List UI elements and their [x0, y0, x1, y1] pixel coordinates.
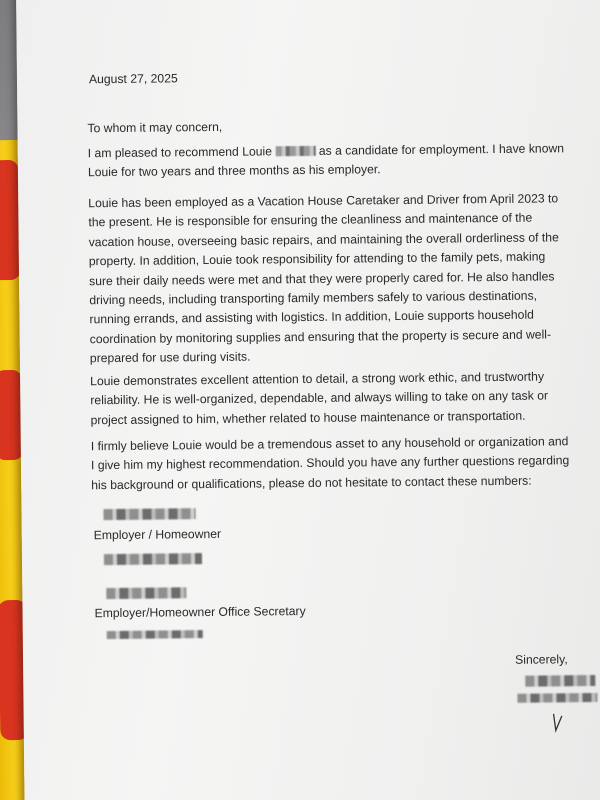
redacted-phone-number	[104, 553, 202, 565]
letter-paper	[16, 0, 600, 800]
intro-paragraph	[88, 139, 568, 183]
letter-date: August 27, 2025	[88, 71, 178, 87]
signature-mark	[552, 712, 564, 734]
contact-role-1: Employer / Homeowner	[93, 526, 222, 543]
redacted-surname	[275, 146, 315, 156]
intro-text-end: as a candidate for employment. I have known Louie for two years and three months as his employer.	[87, 141, 565, 180]
redacted-signatory-title	[517, 693, 597, 703]
contact-role-2: Employer/Homeowner Office Secretary	[94, 604, 306, 621]
redacted-contact-name	[106, 587, 186, 599]
redacted-phone-number	[107, 630, 203, 639]
qualities-paragraph: Louie demonstrates excellent attention to detail, a strong work ethic, and trustworthy reliability. He is well-organized, dependable, and always willing to take on any task or project assigned to him, whether related to house maintenance or transportation.	[90, 369, 549, 428]
salutation: To whom it may concern,	[87, 119, 223, 136]
duties-paragraph: Louie has been employed as a Vacation House Caretaker and Driver from April 2023 to the present. He is responsible for ensuring the cleanliness and maintenance of the vacation house, overseeing basic repairs, and maintaining the overall orderliness of the property. In addition, Louie took responsibility for attending to the family pets, making sure their daily needs were met and that they were properly cared for. He also handles driving needs, including transporting family members safely to various destinations, running errands, and assisting with logistics. In addition, Louie supports household coordination by monitoring supplies and ensuring that the property is secure and well-prepared for use during visits.	[88, 191, 559, 366]
redacted-signatory-name	[525, 675, 595, 687]
endorsement-paragraph: I firmly believe Louie would be a tremendous asset to any household or organization and I give him my highest recommendation. Should you have any further questions regarding his background or qualifications, please do not hesitate to contact these numbers:	[90, 434, 570, 493]
closing: Sincerely,	[514, 652, 568, 667]
intro-text-start: I am pleased to recommend Louie	[87, 144, 276, 161]
redacted-contact-name	[103, 508, 195, 520]
